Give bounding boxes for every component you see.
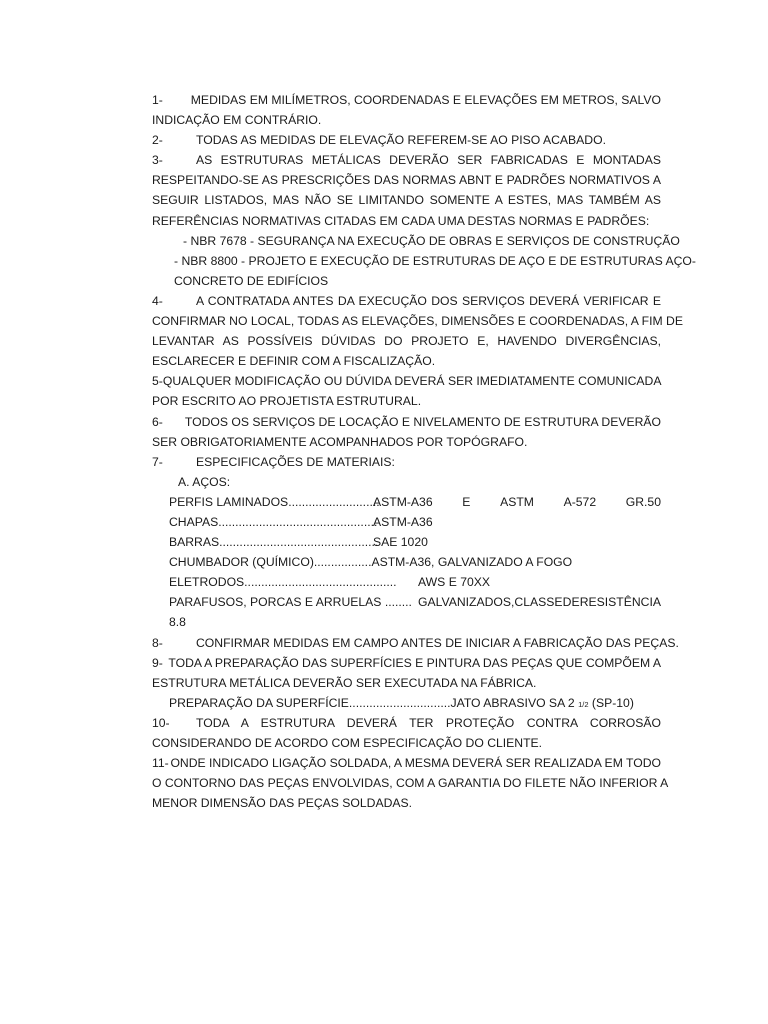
paragraph-text: ESTRUTURA METÁLICA DEVERÃO SER EXECUTADA NA FÁBRICA. — [152, 675, 537, 690]
item-7-line-1 — [152, 452, 661, 472]
item-number: 2- — [152, 133, 163, 148]
spec-value-part: A-572 — [563, 494, 597, 509]
item-1-line-1 — [152, 90, 661, 110]
paragraph-text: ONDE INDICADO LIGAÇÃO SOLDADA, A MESMA DEVERÁ SER REALIZADA EM TODO — [170, 756, 661, 771]
paragraph-text: ESCLARECER E DEFINIR COM A FISCALIZAÇÃO. — [152, 354, 436, 369]
item-number: 3- — [152, 153, 163, 168]
spec-row-perfis — [152, 492, 661, 512]
paragraph-text: SEGUIR LISTADOS, MAS NÃO SE LIMITANDO SOMENTE A ESTES, MAS TAMBÉM AS — [152, 193, 661, 208]
paragraph-text: TODA A PREPARAÇÃO DAS SUPERFÍCIES E PINTURA DAS PEÇAS QUE COMPÕEM A — [168, 655, 661, 670]
paragraph-text: ESPECIFICAÇÕES DE MATERIAIS: — [196, 454, 395, 469]
spec-label: PARAFUSOS, PORCAS E ARRUELAS ........ — [169, 595, 412, 610]
paragraph-text: TODA A ESTRUTURA DEVERÁ TER PROTEÇÃO CONTRA CORROSÃO — [196, 715, 661, 730]
spec-value-part: RESISTÊNCIA — [579, 595, 661, 610]
item-number: 1- — [152, 93, 163, 107]
spec-row-chapas — [152, 512, 661, 532]
norm-nbr-7678: - NBR 7678 - SEGURANÇA NA EXECUÇÃO DE OBRAS E SERVIÇOS DE CONSTRUÇÃO — [183, 233, 680, 248]
paragraph-text: AS ESTRUTURAS METÁLICAS DEVERÃO SER FABRICADAS E MONTADAS — [196, 153, 661, 168]
spec-row-eletrodos — [152, 572, 661, 592]
spec-value-part: ASTM-A36 — [373, 494, 433, 509]
spec-label: CHAPAS............................................... — [169, 514, 378, 529]
spec-value: ASTM-A36 — [373, 514, 433, 529]
paragraph-text: MEDIDAS EM MILÍMETROS, COORDENADAS E ELEVAÇÕES EM METROS, SALVO — [190, 93, 661, 107]
paragraph-text: CONFIRMAR MEDIDAS EM CAMPO ANTES DE INICIAR A FABRICAÇÃO DAS PEÇAS. — [196, 635, 679, 650]
paragraph-text: O CONTORNO DAS PEÇAS ENVOLVIDAS, COM A GARANTIA DO FILETE NÃO INFERIOR A — [152, 776, 669, 791]
item-number: 10- — [152, 715, 170, 730]
paragraph-text: RESPEITANDO-SE AS PRESCRIÇÕES DAS NORMAS ABNT E PADRÕES NORMATIVOS A — [152, 173, 661, 188]
norm-nbr-8800-cont: CONCRETO DE EDIFÍCIOS — [174, 273, 329, 288]
spec-value — [373, 492, 661, 512]
spec-value: SAE 1020 — [373, 535, 428, 550]
item-8-line-1 — [152, 633, 679, 653]
spec-text: (SP-10) — [588, 695, 634, 710]
paragraph-text: SER OBRIGATORIAMENTE ACOMPANHADOS POR TOPÓGRAFO. — [152, 434, 528, 449]
spec-label: BARRAS............................................... — [169, 535, 379, 550]
spec-value-part: DE — [562, 595, 580, 610]
item-5-line-1 — [152, 371, 661, 391]
item-6-line-1 — [152, 412, 661, 432]
item-number: 8- — [152, 635, 163, 650]
item-11-line-1 — [152, 753, 661, 773]
item-number: 7- — [152, 454, 163, 469]
spec-value-part: ASTM — [500, 494, 534, 509]
paragraph-text: INDICAÇÃO EM CONTRÁRIO. — [152, 113, 322, 128]
item-9-line-1 — [152, 653, 661, 673]
spec-label: PERFIS LAMINADOS........................... — [169, 494, 380, 509]
item-number: 5- — [152, 374, 163, 389]
paragraph-text: POR ESCRITO AO PROJETISTA ESTRUTURAL. — [152, 394, 422, 409]
item-2-line-1 — [152, 130, 661, 150]
document-page — [152, 90, 696, 813]
spec-value — [418, 592, 661, 612]
spec-value-part: GR.50 — [625, 494, 661, 509]
spec-row-barras — [152, 532, 661, 552]
item-number: 4- — [152, 293, 163, 308]
fraction-text: 1/2 — [578, 699, 589, 709]
spec-row-parafusos-cont: 8.8 — [169, 615, 186, 630]
paragraph-text: LEVANTAR AS POSSÍVEIS DÚVIDAS DO PROJETO E, HAVENDO DIVERGÊNCIAS, — [152, 334, 661, 349]
spec-label: ELETRODOS............................................. — [169, 575, 397, 590]
item-number: 9- — [152, 655, 163, 670]
spec-value-part: E — [462, 494, 471, 509]
item-4-line-1 — [152, 291, 661, 311]
item-10-line-1 — [152, 713, 661, 733]
spec-text: PREPARAÇÃO DA SUPERFÍCIE..............................JATO ABRASIVO SA 2 — [169, 695, 579, 710]
surface-preparation-spec — [152, 693, 661, 713]
item-3-line-1 — [152, 150, 661, 170]
paragraph-text: QUALQUER MODIFICAÇÃO OU DÚVIDA DEVERÁ SER IMEDIATAMENTE COMUNICADA — [162, 374, 662, 389]
paragraph-text: CONSIDERANDO DE ACORDO COM ESPECIFICAÇÃO DO CLIENTE. — [152, 736, 543, 750]
spec-value: AWS E 70XX — [418, 575, 491, 590]
paragraph-text: REFERÊNCIAS NORMATIVAS CITADAS EM CADA UMA DESTAS NORMAS E PADRÕES: — [152, 213, 650, 228]
paragraph-text: TODOS OS SERVIÇOS DE LOCAÇÃO E NIVELAMENTO DE ESTRUTURA DEVERÃO — [184, 414, 661, 429]
item-number: 11- — [152, 756, 169, 771]
paragraph-text: A CONTRATADA ANTES DA EXECUÇÃO DOS SERVIÇOS DEVERÁ VERIFICAR E — [196, 293, 661, 308]
paragraph-text: CONFIRMAR NO LOCAL, TODAS AS ELEVAÇÕES, DIMENSÕES E COORDENADAS, A FIM DE — [152, 314, 683, 329]
spec-row-parafusos — [152, 592, 661, 612]
subsection-title: A. AÇOS: — [178, 474, 231, 489]
paragraph-text: TODAS AS MEDIDAS DE ELEVAÇÃO REFEREM-SE AO PISO ACABADO. — [196, 133, 606, 148]
norm-nbr-8800: - NBR 8800 - PROJETO E EXECUÇÃO DE ESTRUTURAS DE AÇO E DE ESTRUTURAS AÇO- — [174, 253, 696, 268]
paragraph-text: MENOR DIMENSÃO DAS PEÇAS SOLDADAS. — [152, 796, 413, 811]
spec-value-part: GALVANIZADOS,CLASSE — [418, 595, 563, 610]
spec-row-chumbador: CHUMBADOR (QUÍMICO).................ASTM-A36, GALVANIZADO A FOGO — [169, 555, 573, 570]
item-number: 6- — [152, 414, 163, 429]
